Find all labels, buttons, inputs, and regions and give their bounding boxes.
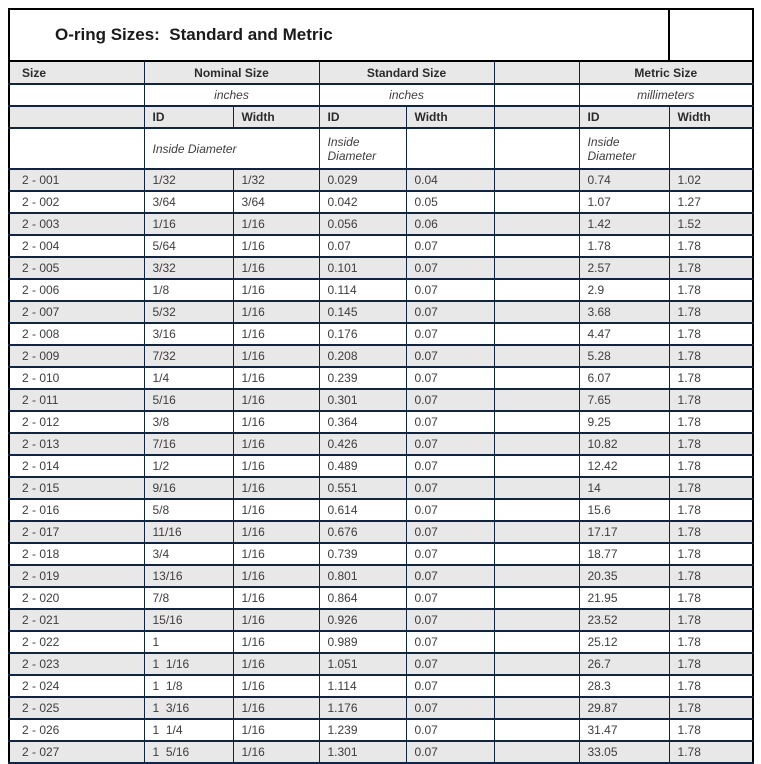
nominal-size-group-header: Nominal Size [144,61,319,84]
cell-size: 2 - 005 [9,257,144,279]
cell-metric-id: 31.47 [579,719,669,741]
cell-nominal-id: 5/8 [144,499,233,521]
cell-standard-id: 0.114 [319,279,406,301]
cell-metric-width: 1.78 [669,675,753,697]
cell-size: 2 - 015 [9,477,144,499]
cell-standard-id: 0.145 [319,301,406,323]
cell-nominal-width: 1/16 [233,719,319,741]
spacer-cell [494,128,579,169]
cell-standard-width: 0.07 [406,301,494,323]
spacer-cell [494,367,579,389]
table-row [9,433,753,455]
cell-size: 2 - 024 [9,675,144,697]
spacer-cell [494,213,579,235]
table-row [9,345,753,367]
cell-metric-id: 28.3 [579,675,669,697]
cell-standard-id: 1.176 [319,697,406,719]
spacer-cell [494,84,579,106]
cell-nominal-width: 1/16 [233,455,319,477]
cell-size: 2 - 020 [9,587,144,609]
cell-metric-id: 7.65 [579,389,669,411]
table-row [9,653,753,675]
cell-metric-width: 1.78 [669,389,753,411]
table-row [9,213,753,235]
cell-standard-width: 0.07 [406,719,494,741]
standard-size-group-header: Standard Size [319,61,494,84]
cell-standard-id: 0.176 [319,323,406,345]
cell-nominal-width: 1/16 [233,675,319,697]
cell-metric-id: 4.47 [579,323,669,345]
spacer-cell [494,565,579,587]
cell-nominal-id: 1 [144,631,233,653]
spacer-cell [494,389,579,411]
metric-size-group-header: Metric Size [579,61,753,84]
cell-metric-id: 2.57 [579,257,669,279]
table-row [9,543,753,565]
cell-metric-width: 1.02 [669,169,753,191]
cell-size: 2 - 007 [9,301,144,323]
spacer-cell [494,61,579,84]
cell-standard-width: 0.05 [406,191,494,213]
spacer-cell [494,301,579,323]
cell-nominal-width: 3/64 [233,191,319,213]
spacer-cell [494,345,579,367]
cell-nominal-id: 13/16 [144,565,233,587]
table-row [9,477,753,499]
cell-metric-id: 2.9 [579,279,669,301]
cell-metric-width: 1.78 [669,653,753,675]
cell-standard-width: 0.07 [406,279,494,301]
spacer-cell [494,609,579,631]
spacer-cell [494,235,579,257]
cell-size: 2 - 003 [9,213,144,235]
cell-nominal-id: 1/2 [144,455,233,477]
cell-standard-width: 0.07 [406,477,494,499]
spacer-cell [494,521,579,543]
cell-standard-id: 0.801 [319,565,406,587]
cell-size: 2 - 025 [9,697,144,719]
size-column-header: Size [9,61,144,84]
cell-nominal-width: 1/16 [233,323,319,345]
cell-metric-width: 1.78 [669,301,753,323]
table-row [9,323,753,345]
cell-standard-width: 0.07 [406,411,494,433]
spacer-cell [494,653,579,675]
cell-nominal-width: 1/16 [233,499,319,521]
nominal-inside-diameter-label: Inside Diameter [144,128,319,169]
cell-nominal-width: 1/16 [233,345,319,367]
cell-metric-id: 29.87 [579,697,669,719]
cell-standard-id: 0.029 [319,169,406,191]
group-header-row [9,61,753,84]
cell-nominal-id: 7/32 [144,345,233,367]
table-row [9,587,753,609]
spacer-cell [494,106,579,128]
cell-nominal-id: 9/16 [144,477,233,499]
cell-standard-width: 0.07 [406,433,494,455]
cell-size: 2 - 021 [9,609,144,631]
cell-standard-id: 0.489 [319,455,406,477]
empty-cell [9,106,144,128]
cell-standard-width: 0.07 [406,235,494,257]
empty-cell [406,128,494,169]
cell-standard-width: 0.07 [406,543,494,565]
cell-size: 2 - 019 [9,565,144,587]
cell-size: 2 - 011 [9,389,144,411]
metric-width-header: Width [669,106,753,128]
cell-standard-width: 0.07 [406,323,494,345]
cell-metric-width: 1.78 [669,477,753,499]
standard-id-header: ID [319,106,406,128]
cell-nominal-width: 1/16 [233,389,319,411]
cell-nominal-width: 1/16 [233,587,319,609]
cell-nominal-width: 1/16 [233,411,319,433]
cell-nominal-width: 1/16 [233,235,319,257]
spacer-cell [494,719,579,741]
cell-standard-id: 0.239 [319,367,406,389]
cell-nominal-width: 1/16 [233,367,319,389]
cell-metric-id: 25.12 [579,631,669,653]
cell-nominal-width: 1/16 [233,213,319,235]
cell-standard-id: 0.07 [319,235,406,257]
cell-size: 2 - 014 [9,455,144,477]
cell-metric-id: 0.74 [579,169,669,191]
table-row [9,565,753,587]
table-row [9,169,753,191]
table-row [9,499,753,521]
cell-metric-id: 12.42 [579,455,669,477]
inside-diameter-row [9,128,753,169]
table-body [9,169,753,763]
cell-nominal-id: 5/16 [144,389,233,411]
standard-units-label: inches [319,84,494,106]
cell-metric-id: 9.25 [579,411,669,433]
cell-nominal-width: 1/16 [233,653,319,675]
cell-metric-width: 1.78 [669,411,753,433]
cell-metric-width: 1.78 [669,631,753,653]
cell-nominal-id: 1 3/16 [144,697,233,719]
cell-nominal-width: 1/16 [233,301,319,323]
cell-size: 2 - 012 [9,411,144,433]
cell-metric-width: 1.78 [669,587,753,609]
cell-standard-id: 0.042 [319,191,406,213]
cell-metric-id: 14 [579,477,669,499]
cell-metric-id: 5.28 [579,345,669,367]
cell-standard-width: 0.07 [406,565,494,587]
cell-metric-width: 1.78 [669,257,753,279]
cell-standard-id: 0.739 [319,543,406,565]
spacer-cell [494,499,579,521]
spacer-cell [494,543,579,565]
cell-standard-width: 0.07 [406,697,494,719]
spacer-cell [494,323,579,345]
spacer-cell [494,411,579,433]
cell-standard-width: 0.07 [406,499,494,521]
cell-nominal-id: 1 1/8 [144,675,233,697]
cell-nominal-id: 1 5/16 [144,741,233,763]
cell-standard-width: 0.07 [406,345,494,367]
cell-metric-id: 26.7 [579,653,669,675]
table-row [9,455,753,477]
cell-metric-id: 23.52 [579,609,669,631]
cell-metric-id: 33.05 [579,741,669,763]
table-row [9,257,753,279]
cell-size: 2 - 026 [9,719,144,741]
table-row [9,367,753,389]
cell-metric-width: 1.78 [669,323,753,345]
cell-size: 2 - 002 [9,191,144,213]
cell-metric-width: 1.78 [669,455,753,477]
nominal-id-header: ID [144,106,233,128]
cell-standard-width: 0.04 [406,169,494,191]
cell-metric-width: 1.78 [669,697,753,719]
cell-standard-id: 0.926 [319,609,406,631]
table-row [9,741,753,763]
cell-metric-id: 20.35 [579,565,669,587]
cell-metric-width: 1.78 [669,279,753,301]
table-row [9,235,753,257]
cell-nominal-id: 1/16 [144,213,233,235]
cell-metric-width: 1.78 [669,741,753,763]
metric-inside-diameter-label: Inside Diameter [579,128,669,169]
nominal-width-header: Width [233,106,319,128]
spacer-cell [494,741,579,763]
table-row [9,521,753,543]
cell-size: 2 - 010 [9,367,144,389]
spacer-cell [494,697,579,719]
cell-standard-width: 0.07 [406,455,494,477]
units-row [9,84,753,106]
table-row [9,279,753,301]
table-row [9,697,753,719]
table-row [9,609,753,631]
cell-nominal-id: 3/4 [144,543,233,565]
table-row [9,719,753,741]
nominal-units-label: inches [144,84,319,106]
cell-nominal-width: 1/16 [233,697,319,719]
standard-width-header: Width [406,106,494,128]
cell-metric-width: 1.78 [669,719,753,741]
cell-standard-width: 0.07 [406,389,494,411]
cell-metric-width: 1.78 [669,609,753,631]
cell-size: 2 - 013 [9,433,144,455]
cell-nominal-width: 1/16 [233,521,319,543]
cell-standard-width: 0.07 [406,675,494,697]
metric-units-label: millimeters [579,84,753,106]
cell-metric-id: 1.07 [579,191,669,213]
cell-nominal-id: 3/16 [144,323,233,345]
empty-cell [9,128,144,169]
cell-metric-id: 17.17 [579,521,669,543]
cell-nominal-id: 1 1/16 [144,653,233,675]
cell-size: 2 - 004 [9,235,144,257]
page-title: O-ring Sizes: Standard and Metric [9,9,669,61]
cell-size: 2 - 016 [9,499,144,521]
cell-nominal-width: 1/16 [233,741,319,763]
cell-nominal-width: 1/16 [233,565,319,587]
cell-standard-id: 0.101 [319,257,406,279]
cell-size: 2 - 006 [9,279,144,301]
standard-inside-diameter-label: Inside Diameter [319,128,406,169]
cell-nominal-width: 1/16 [233,257,319,279]
cell-nominal-width: 1/16 [233,543,319,565]
cell-standard-id: 1.051 [319,653,406,675]
cell-nominal-width: 1/16 [233,279,319,301]
cell-nominal-width: 1/16 [233,609,319,631]
empty-cell [669,128,753,169]
cell-standard-id: 0.301 [319,389,406,411]
table-row [9,389,753,411]
cell-size: 2 - 018 [9,543,144,565]
cell-size: 2 - 022 [9,631,144,653]
spacer-cell [494,675,579,697]
spacer-cell [494,169,579,191]
cell-standard-width: 0.07 [406,653,494,675]
cell-standard-width: 0.07 [406,609,494,631]
spacer-cell [494,191,579,213]
cell-standard-id: 0.614 [319,499,406,521]
cell-size: 2 - 008 [9,323,144,345]
spacer-cell [494,631,579,653]
cell-nominal-id: 3/64 [144,191,233,213]
cell-metric-id: 1.42 [579,213,669,235]
cell-metric-width: 1.78 [669,433,753,455]
cell-nominal-id: 3/32 [144,257,233,279]
cell-metric-width: 1.78 [669,235,753,257]
cell-standard-id: 0.364 [319,411,406,433]
cell-size: 2 - 027 [9,741,144,763]
cell-size: 2 - 023 [9,653,144,675]
cell-metric-id: 3.68 [579,301,669,323]
cell-nominal-id: 1/32 [144,169,233,191]
cell-standard-id: 0.056 [319,213,406,235]
cell-metric-id: 15.6 [579,499,669,521]
cell-metric-width: 1.78 [669,499,753,521]
cell-nominal-id: 7/8 [144,587,233,609]
cell-standard-width: 0.06 [406,213,494,235]
cell-metric-width: 1.78 [669,345,753,367]
cell-standard-width: 0.07 [406,367,494,389]
cell-nominal-id: 3/8 [144,411,233,433]
spacer-cell [494,455,579,477]
cell-standard-id: 1.114 [319,675,406,697]
cell-metric-width: 1.27 [669,191,753,213]
cell-nominal-id: 5/64 [144,235,233,257]
title-row [9,9,753,61]
cell-size: 2 - 009 [9,345,144,367]
cell-standard-width: 0.07 [406,741,494,763]
cell-size: 2 - 017 [9,521,144,543]
cell-metric-id: 10.82 [579,433,669,455]
cell-standard-id: 0.426 [319,433,406,455]
cell-size: 2 - 001 [9,169,144,191]
cell-standard-width: 0.07 [406,587,494,609]
cell-metric-id: 1.78 [579,235,669,257]
id-width-header-row [9,106,753,128]
cell-metric-id: 18.77 [579,543,669,565]
cell-standard-width: 0.07 [406,257,494,279]
cell-nominal-id: 1/4 [144,367,233,389]
oring-size-table [8,8,754,764]
table-row [9,631,753,653]
spacer-cell [494,279,579,301]
cell-nominal-id: 1/8 [144,279,233,301]
cell-standard-id: 0.989 [319,631,406,653]
cell-standard-id: 1.239 [319,719,406,741]
cell-metric-width: 1.78 [669,367,753,389]
cell-standard-width: 0.07 [406,631,494,653]
cell-nominal-width: 1/32 [233,169,319,191]
cell-standard-id: 0.864 [319,587,406,609]
empty-cell [9,84,144,106]
spacer-cell [494,257,579,279]
cell-nominal-width: 1/16 [233,631,319,653]
cell-metric-width: 1.78 [669,543,753,565]
spacer-cell [494,477,579,499]
cell-standard-width: 0.07 [406,521,494,543]
cell-nominal-id: 1 1/4 [144,719,233,741]
cell-nominal-id: 7/16 [144,433,233,455]
cell-standard-id: 0.551 [319,477,406,499]
cell-metric-id: 6.07 [579,367,669,389]
table-row [9,191,753,213]
cell-standard-id: 0.208 [319,345,406,367]
table-row [9,301,753,323]
title-corner-cell [669,9,753,61]
cell-nominal-id: 11/16 [144,521,233,543]
cell-nominal-id: 15/16 [144,609,233,631]
cell-nominal-width: 1/16 [233,433,319,455]
cell-metric-width: 1.78 [669,565,753,587]
cell-metric-width: 1.52 [669,213,753,235]
metric-id-header: ID [579,106,669,128]
cell-standard-id: 1.301 [319,741,406,763]
spacer-cell [494,433,579,455]
cell-metric-id: 21.95 [579,587,669,609]
spacer-cell [494,587,579,609]
table-row [9,411,753,433]
cell-nominal-width: 1/16 [233,477,319,499]
cell-metric-width: 1.78 [669,521,753,543]
cell-standard-id: 0.676 [319,521,406,543]
table-row [9,675,753,697]
cell-nominal-id: 5/32 [144,301,233,323]
